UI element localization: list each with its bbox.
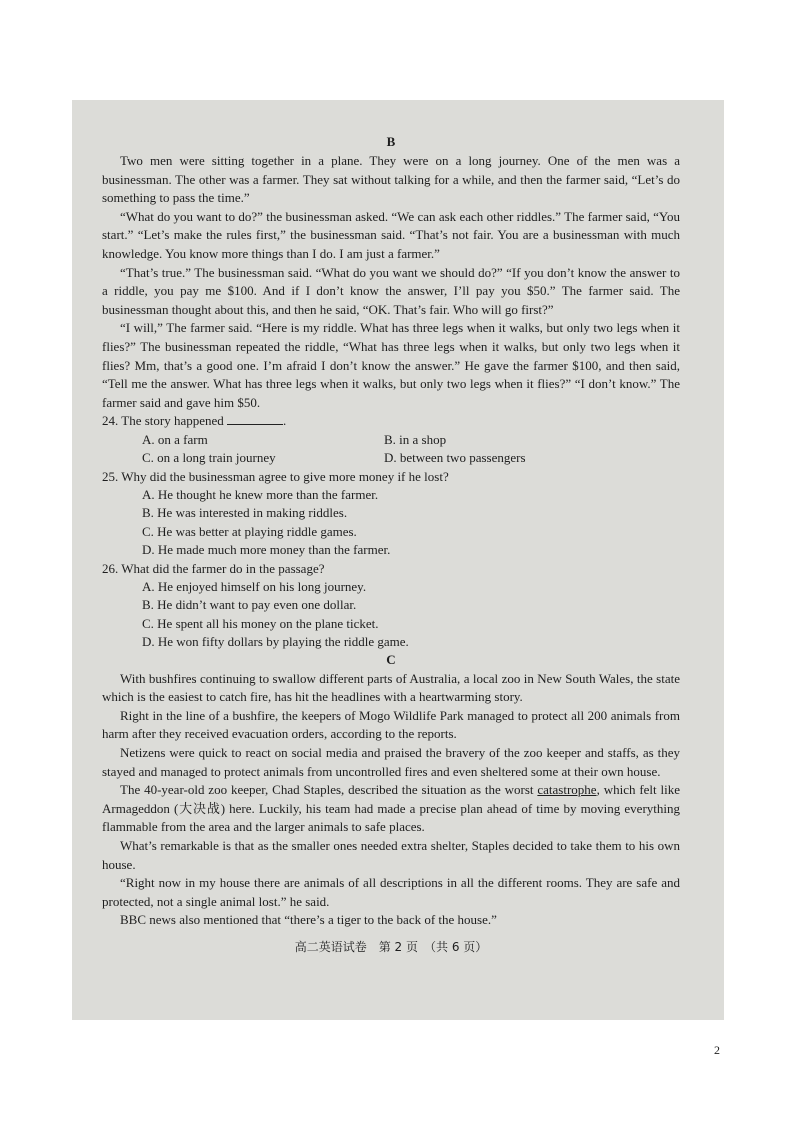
- section-c-paragraph-7: BBC news also mentioned that “there’s a tiger to the back of the house.”: [120, 912, 497, 928]
- p4-before: The 40-year-old zoo keeper, Chad Staples, described the situation as the worst: [120, 782, 538, 798]
- question-26: [102, 560, 680, 652]
- section-b-paragraph-2: “What do you want to do?” the businessman asked. “We can ask each other riddles.” The farmer said, “You start.” “Let’s make the rules first,” the businessman said. “That’s not fair. You are a businessman with much knowledge. You know more things than I do. I am just a farmer.”: [102, 208, 680, 261]
- section-c-paragraph-4: [102, 781, 680, 837]
- option-b: B. in a shop: [384, 431, 447, 447]
- section-b-paragraph-4: “I will,” The farmer said. “Here is my riddle. What has three legs when it walks, but only two legs when it flies?” The businessman repeated the riddle, “What has three legs when it walks, but only two legs when it flies? Mm, that’s a good one. I’m afraid I don’t know the answer.” He gave the farmer $100, and then said, “Tell me the answer. What has three legs when it walks, but only two legs when it flies?” “I don’t know.” The farmer said and gave him $50.: [102, 320, 680, 410]
- question-24: [102, 412, 680, 467]
- underlined-word: catastrophe: [537, 782, 597, 798]
- section-b-paragraph-1: Two men were sitting together in a plane. They were on a long journey. One of the men was a businessman. The other was a farmer. They sat without talking for a while, and then the farmer said, “Let’s do something to pass the time.”: [102, 153, 680, 206]
- section-c-title: C: [386, 651, 396, 667]
- question-24-options: [102, 431, 680, 468]
- option-a: A. He thought he knew more than the farmer.: [142, 486, 379, 502]
- section-c-paragraph-6: “Right now in my house there are animals of all descriptions in all the different rooms. They are safe and protected, not a single animal lost.” he said.: [102, 875, 680, 909]
- page-footer: 高二英语试卷 第 2 页 （共 6 页）: [294, 939, 488, 954]
- section-c-paragraph-3: Netizens were quick to react on social media and praised the bravery of the zoo keeper and staffs, as they stayed and managed to protect animals from uncontrolled fires and even sheltered some at their own house.: [102, 744, 680, 779]
- section-c-paragraph-1: With bushfires continuing to swallow different parts of Australia, a local zoo in New South Wales, the state which is the easiest to catch fire, has hit the headlines with a heartwarming story.: [102, 670, 680, 705]
- section-b-paragraph-3: “That’s true.” The businessman said. “What do you want we should do?” “If you don’t know the answer to a riddle, you pay me $100. And if I don’t know the answer, I’ll pay you $50.” The farmer said. The businessman thought about this, and then he said, “OK. That’s fair. Who will go first?”: [102, 264, 680, 317]
- option-a: A. on a farm: [142, 431, 208, 447]
- option-d: D. He won fifty dollars by playing the riddle game.: [142, 634, 409, 650]
- page-number: 2: [714, 1043, 720, 1057]
- section-c-paragraph-2: Right in the line of a bushfire, the keepers of Mogo Wildlife Park managed to protect all 200 animals from harm after they received evacuation orders, according to the reports.: [102, 707, 680, 742]
- option-b: B. He was interested in making riddles.: [142, 505, 348, 521]
- question-25: [102, 468, 680, 560]
- question-24-end: .: [283, 413, 287, 429]
- p4-after: , which felt like Armageddon (大决战) here. Luckily, his team had made a precise plan ahead of time by moving everything flammable from the area and the larger animals to safe places.: [102, 782, 680, 835]
- option-c: C. He spent all his money on the plane ticket.: [142, 615, 379, 631]
- section-c-paragraph-5: What’s remarkable is that as the smaller ones needed extra shelter, Staples decided to take them to his own house.: [102, 837, 680, 872]
- option-d: D. between two passengers: [384, 450, 526, 466]
- option-d: D. He made much more money than the farmer.: [142, 542, 391, 558]
- option-c: C. on a long train journey: [142, 450, 276, 466]
- option-a: A. He enjoyed himself on his long journey.: [142, 578, 367, 594]
- answer-blank: [227, 412, 283, 425]
- option-c: C. He was better at playing riddle games.: [142, 523, 357, 539]
- question-25-stem: 25. Why did the businessman agree to give more money if he lost?: [102, 468, 449, 484]
- question-26-stem: 26. What did the farmer do in the passage?: [102, 560, 325, 576]
- question-24-stem: 24. The story happened: [102, 413, 224, 429]
- scanned-page: [72, 100, 724, 1020]
- section-b-title: B: [386, 134, 396, 149]
- option-b: B. He didn’t want to pay even one dollar.: [142, 597, 357, 613]
